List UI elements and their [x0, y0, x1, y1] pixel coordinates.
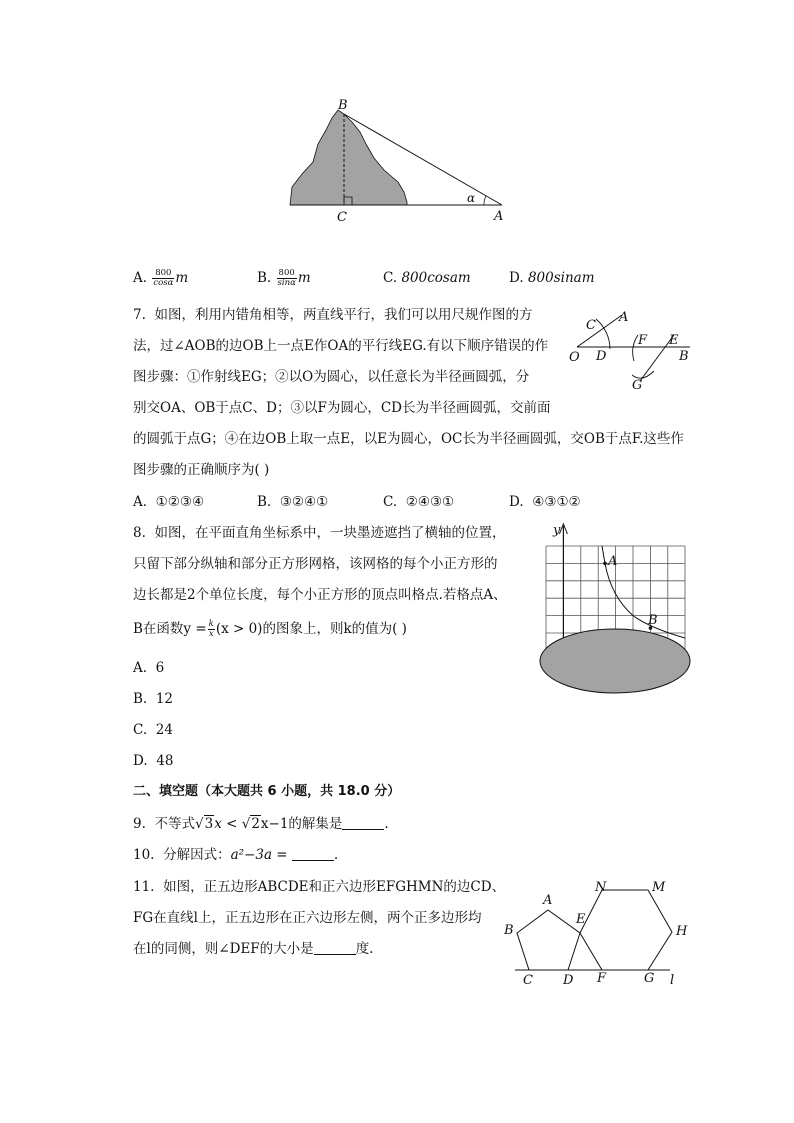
q8-option-c[interactable] — [133, 720, 173, 740]
pentagon-ABCDE — [517, 910, 580, 970]
q6-option-a-fraction — [152, 269, 174, 288]
q11-label-C: C — [523, 973, 533, 988]
q10-number: 10. — [133, 847, 155, 863]
q7-option-c-letter: C. — [383, 494, 398, 510]
q7-option-b-text: ③②④① — [279, 494, 329, 510]
q7-label-A: A — [619, 310, 629, 325]
q8-line-4 — [133, 619, 407, 639]
q11-polygon-figure — [500, 876, 700, 996]
q8-option-c-letter: C. — [133, 722, 148, 738]
q10-end: . — [333, 847, 339, 863]
q10-pre: 分解因式： — [163, 847, 231, 863]
q9-pre: 不等式 — [154, 816, 195, 832]
q7-option-d-letter: D. — [509, 494, 524, 510]
triangle-figure — [280, 92, 520, 232]
ink-blot — [540, 629, 690, 693]
q9-rad-1: 3 — [204, 816, 214, 832]
q6-option-c[interactable] — [383, 268, 471, 288]
label-B: B — [338, 98, 348, 113]
q9-end: . — [384, 816, 389, 832]
q11-text-3-pre: 在l的同侧，则∠DEF的大小是 — [133, 941, 314, 957]
q8-option-a-letter: A. — [133, 660, 148, 676]
q11-label-B: B — [504, 923, 514, 938]
q8-line-1 — [133, 523, 505, 543]
q8-line-2: 只留下部分纵轴和部分正方形网格，该网格的每个小正方形的 — [133, 556, 498, 572]
label-A: A — [494, 209, 504, 224]
hexagon-EFGHMN — [580, 890, 672, 970]
q6-option-b-tail: m — [297, 270, 311, 286]
q10-line — [133, 845, 338, 865]
q9-line — [133, 814, 389, 834]
q6-option-d-letter: D. — [509, 270, 524, 286]
q11-label-A: A — [543, 893, 553, 908]
q7-option-c-text: ②④③① — [405, 494, 455, 510]
q10-answer-blank[interactable] — [292, 846, 334, 861]
label-C: C — [337, 210, 347, 225]
arc-CD — [596, 319, 610, 349]
section-2-title: 二、填空题（本大题共 6 小题，共 18.0 分） — [133, 784, 401, 799]
q7-option-d[interactable] — [509, 492, 581, 512]
q7-line-5: 的圆弧于点G；④在边OB上取一点E，以E为圆心，OC长为半径画圆弧，交OB于点F.这些作 — [133, 431, 684, 447]
q8-label-A: A — [608, 554, 618, 569]
q8-line-3: 边长都是2个单位长度，每个小正方形的顶点叫格点.若格点A、 — [133, 587, 507, 603]
q11-line-1 — [133, 877, 505, 897]
q7-label-F: F — [638, 333, 648, 348]
q6-option-b-num: 800 — [277, 269, 297, 279]
q11-label-H: H — [676, 924, 688, 939]
q6-option-c-letter: C. — [383, 270, 398, 286]
q8-number: 8. — [133, 525, 146, 541]
q7-label-O: O — [569, 350, 580, 365]
q7-line-2: 法，过∠AOB的边OB上一点E作OA的平行线EG.有以下顺序错误的作 — [133, 338, 549, 354]
q11-label-D: D — [563, 973, 574, 988]
q7-option-b-letter: B. — [257, 494, 272, 510]
ray-OA — [577, 315, 622, 347]
point-A — [603, 562, 607, 566]
q11-answer-blank[interactable] — [314, 940, 356, 955]
q8-option-c-text: 24 — [155, 722, 173, 738]
q11-label-M: M — [652, 880, 666, 895]
q7-option-c[interactable] — [383, 492, 454, 512]
q6-option-c-text: 800cosam — [401, 270, 471, 286]
q7-label-E: E — [669, 333, 679, 348]
q6-option-a[interactable] — [133, 268, 188, 288]
q11-label-l: l — [670, 973, 675, 988]
q8-option-a-text: 6 — [155, 660, 165, 676]
q7-option-a[interactable] — [133, 492, 204, 512]
q11-label-F: F — [597, 971, 607, 986]
q8-frac-den: x — [208, 629, 214, 639]
q7-line-4: 别交OA、OB于点C、D；③以F为圆心，CD长为半径画圆弧，交前面 — [133, 400, 551, 416]
q9-answer-blank[interactable] — [342, 815, 384, 830]
q6-option-a-den: cosα — [153, 278, 174, 288]
q9-rad-2: 2 — [251, 816, 260, 832]
q6-option-a-letter: A. — [133, 270, 148, 286]
q6-option-d-text: 800sinam — [527, 270, 595, 286]
q8-fraction — [208, 620, 215, 639]
q11-line-3 — [133, 939, 373, 959]
q7-line-3: 图步骤：①作射线EG；②以O为圆心，以任意长为半径画圆弧，分 — [133, 369, 530, 385]
q7-text-1: 如图，利用内错角相等，两直线平行，我们可以用尺规作图的方 — [154, 307, 533, 323]
q8-grid-figure — [535, 520, 695, 700]
q6-option-b-letter: B. — [257, 270, 272, 286]
mountain-shape — [290, 110, 407, 205]
q8-text-4-pre: B在函数y = — [133, 621, 207, 637]
q6-option-a-num: 800 — [152, 269, 174, 279]
q6-option-b[interactable] — [257, 268, 311, 288]
q7-construction-figure — [562, 305, 697, 395]
q9-mid: x < — [214, 816, 238, 832]
q7-label-G: G — [632, 378, 643, 393]
q7-label-C: C — [586, 318, 596, 333]
q7-line-6: 图步骤的正确顺序为( ) — [133, 462, 270, 478]
q8-option-d-letter: D. — [133, 753, 148, 769]
q7-line-1 — [133, 305, 532, 325]
q8-option-d-text: 48 — [156, 753, 174, 769]
q11-label-G: G — [644, 971, 655, 986]
q8-option-a[interactable] — [133, 658, 164, 678]
q8-option-d[interactable] — [133, 751, 173, 771]
q11-number: 11. — [133, 879, 155, 895]
q7-option-a-letter: A. — [133, 494, 148, 510]
q8-label-y: y — [553, 523, 561, 538]
alpha-arc — [484, 196, 486, 205]
q9-sqrt-1: √3 — [194, 816, 214, 832]
q11-line-2: FG在直线l上，正五边形在正六边形左侧，两个正多边形均 — [133, 910, 482, 926]
q6-option-b-fraction — [277, 269, 297, 288]
q8-option-b-text: 12 — [155, 691, 173, 707]
q11-text-1: 如图，正五边形ABCDE和正六边形EFGHMN的边CD、 — [163, 879, 506, 895]
q7-number: 7. — [133, 307, 146, 323]
q10-expr: a²−3a = — [230, 847, 288, 863]
q8-label-B: B — [648, 613, 658, 628]
q7-label-B: B — [679, 349, 689, 364]
q11-label-N: N — [595, 880, 607, 895]
q8-text-1: 如图，在平面直角坐标系中，一块墨迹遮挡了横轴的位置， — [154, 525, 506, 541]
q9-number: 9. — [133, 816, 146, 832]
q8-frac-num: k — [208, 619, 214, 629]
q7-option-a-text: ①②③④ — [155, 494, 205, 510]
q11-label-E: E — [576, 912, 586, 927]
q8-option-b[interactable] — [133, 689, 173, 709]
q9-post: x−1的解集是 — [260, 816, 343, 832]
q6-option-a-tail: m — [175, 270, 189, 286]
q7-option-d-text: ④③①② — [532, 494, 581, 510]
label-alpha: α — [467, 191, 476, 205]
q7-option-b[interactable] — [257, 492, 328, 512]
q6-option-b-den: sinα — [277, 278, 296, 288]
q11-text-3-post: 度. — [355, 941, 374, 957]
q9-sqrt-2: √2 — [241, 816, 260, 832]
q8-option-b-letter: B. — [133, 691, 148, 707]
q7-label-D: D — [596, 349, 607, 364]
q6-option-d[interactable] — [509, 268, 595, 288]
q8-text-4-post: (x > 0)的图象上，则k的值为( ) — [215, 621, 407, 637]
